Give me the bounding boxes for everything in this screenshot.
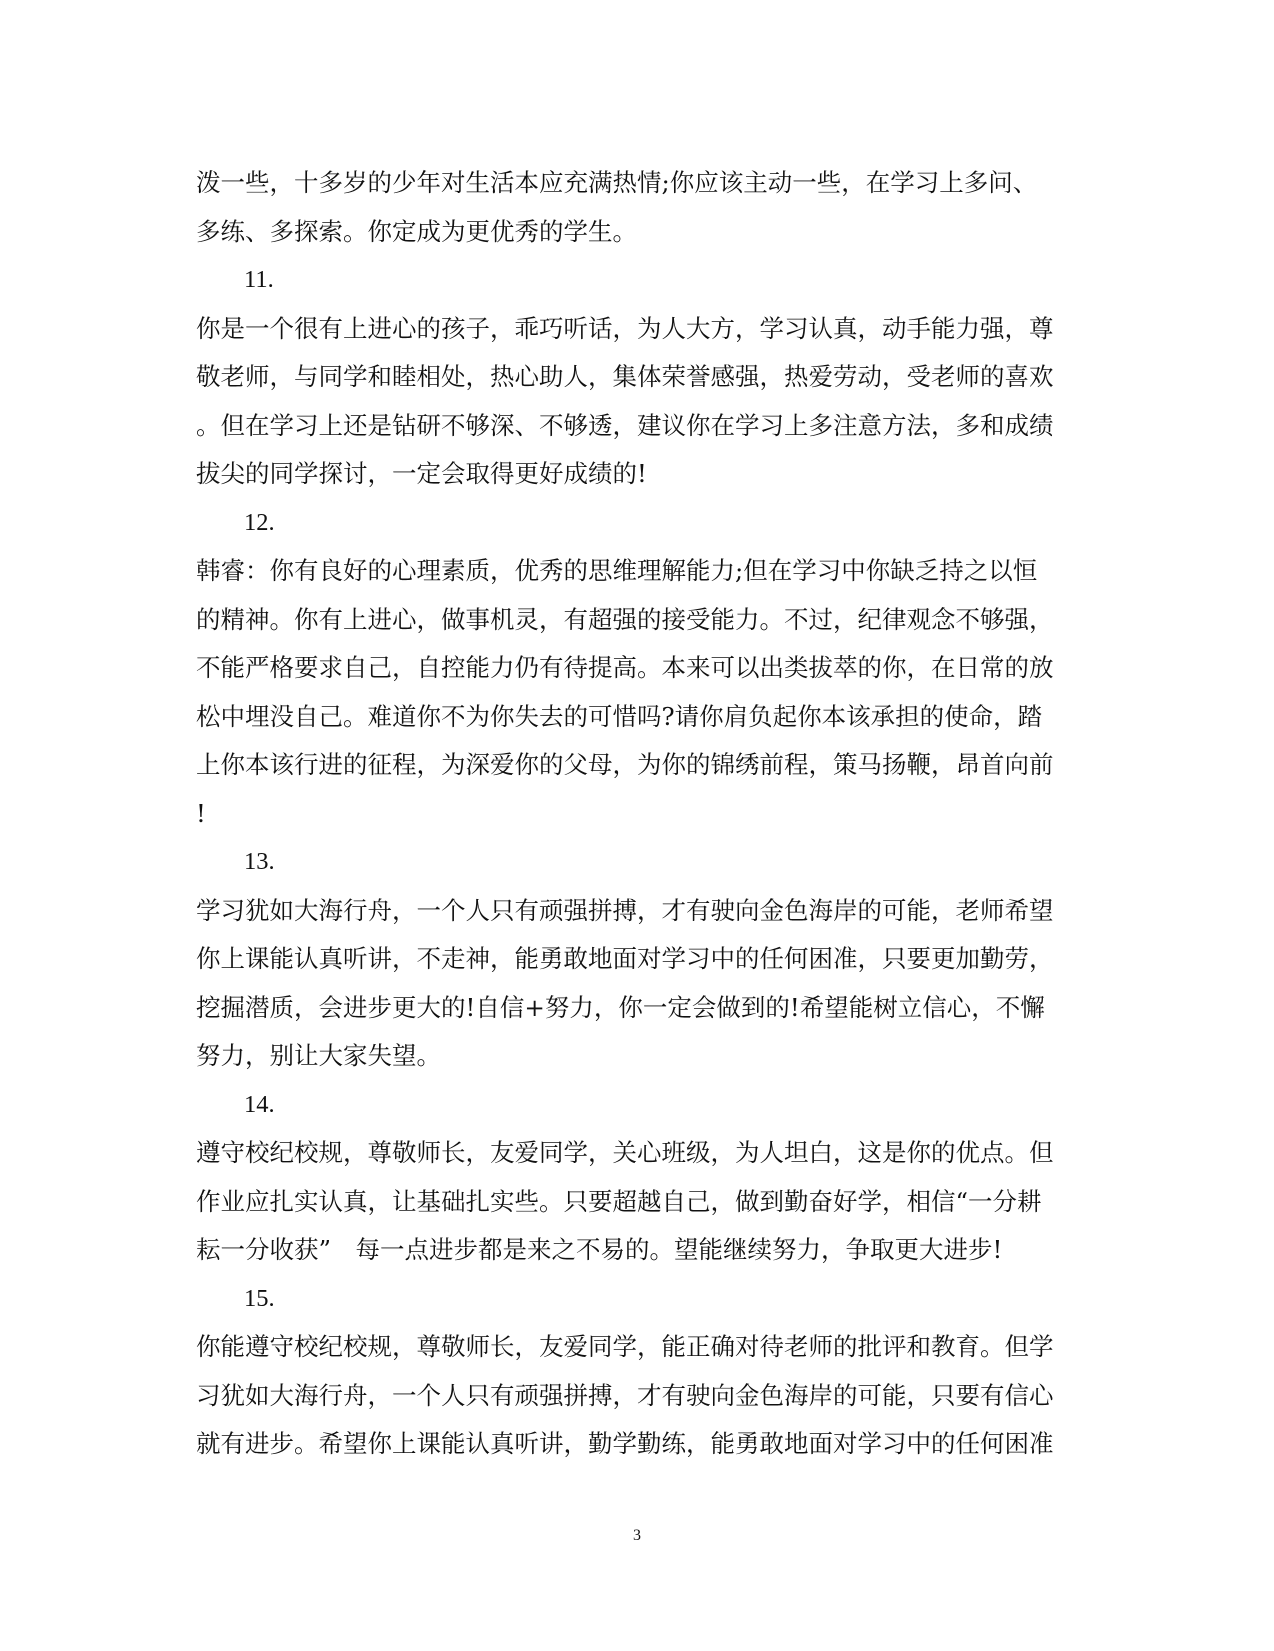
text-line: 作业应扎实认真，让基础扎实些。只要超越自己，做到勤奋好学，相信“一分耕: [196, 1186, 1042, 1216]
text-line: 韩睿：你有良好的心理素质，优秀的思维理解能力;但在学习中你缺乏持之以恒: [196, 556, 1038, 585]
text-line: 学习犹如大海行舟，一个人只有顽强拼搏，才有驶向金色海岸的可能，老师希望: [196, 895, 1054, 925]
text-line: 敬老师，与同学和睦相处，热心助人，集体荣誉感强，热爱劳动，受老师的喜欢: [196, 362, 1054, 391]
document-body: [196, 159, 1076, 1469]
text-line: 遵守校纪校规，尊敬师长，友爱同学，关心班级，为人坦白，这是你的优点。但: [196, 1138, 1054, 1167]
text-line: 不能严格要求自己，自控能力仍有待提高。本来可以出类拔萃的你，在日常的放: [196, 653, 1054, 682]
item-number: 12.: [244, 508, 275, 536]
text-line: 。但在学习上还是钻研不够深、不够透，建议你在学习上多注意方法，多和成绩: [196, 410, 1054, 440]
text-line: 你能遵守校纪校规，尊敬师长，友爱同学，能正确对待老师的批评和教育。但学: [196, 1332, 1054, 1361]
text-line: 上你本该行进的征程，为深爱你的父母，为你的锦绣前程，策马扬鞭，昂首向前: [196, 750, 1054, 779]
text-line: 拔尖的同学探讨，一定会取得更好成绩的!: [196, 459, 647, 488]
text-line: 挖掘潜质，会进步更大的!自信+努力，你一定会做到的!希望能树立信心，不懈: [196, 992, 1045, 1022]
page-number: 3: [633, 1527, 641, 1544]
item-number: 13.: [244, 848, 275, 875]
text-line: 你是一个很有上进心的孩子，乖巧听话，为人大方，学习认真，动手能力强，尊: [196, 313, 1054, 343]
item-number: 11.: [244, 266, 274, 293]
text-line: 耘一分收获” 每一点进步都是来之不易的。望能继续努力，争取更大进步!: [196, 1235, 1003, 1264]
text-line: 的精神。你有上进心，做事机灵，有超强的接受能力。不过，纪律观念不够强，: [196, 604, 1054, 634]
text-line: 松中埋没自己。难道你不为你失去的可惜吗?请你肩负起你本该承担的使命，踏: [196, 701, 1043, 731]
text-line: 习犹如大海行舟，一个人只有顽强拼搏，才有驶向金色海岸的可能，只要有信心: [196, 1380, 1054, 1410]
text-line: 就有进步。希望你上课能认真听讲，勤学勤练，能勇敢地面对学习中的任何困准: [196, 1429, 1054, 1458]
text-line: 多练、多探索。你定成为更优秀的学生。: [196, 216, 637, 246]
item-number: 15.: [244, 1284, 275, 1312]
item-number: 14.: [244, 1090, 275, 1118]
text-line: !: [196, 798, 206, 828]
text-line: 你上课能认真听讲，不走神，能勇敢地面对学习中的任何困准，只要更加勤劳，: [196, 944, 1054, 973]
text-line: 努力，别让大家失望。: [196, 1041, 441, 1070]
text-line: 泼一些，十多岁的少年对生活本应充满热情;你应该主动一些，在学习上多问、: [196, 168, 1038, 197]
